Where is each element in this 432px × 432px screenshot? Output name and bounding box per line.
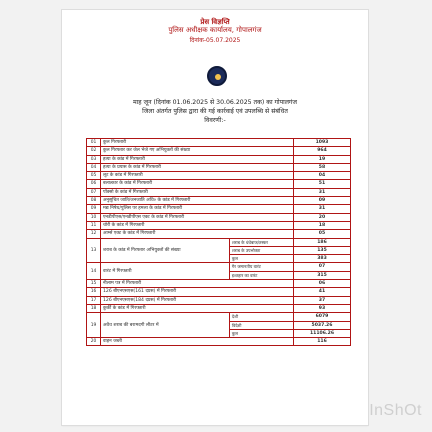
table-row bbox=[87, 188, 351, 196]
row-number: 18 bbox=[87, 304, 101, 312]
release-date: दिनांक-05.07.2025 bbox=[189, 37, 241, 44]
row-number: 13 bbox=[87, 238, 101, 263]
row-value: 6079 bbox=[294, 313, 351, 321]
press-release-title: प्रेस विज्ञप्ति bbox=[200, 18, 230, 26]
arrest-statistics-table bbox=[86, 138, 351, 346]
table-row bbox=[87, 205, 351, 213]
row-label: लूट के कांड में गिरफ्तारी bbox=[101, 172, 294, 180]
row-value: 11106.26 bbox=[294, 329, 351, 337]
row-sub-label: शराब के धंधेबाज/तस्कर bbox=[229, 238, 293, 246]
row-number: 14 bbox=[87, 263, 101, 280]
row-value: 135 bbox=[294, 246, 351, 254]
row-label: बलात्कार के कांड में गिरफ्तारी bbox=[101, 180, 294, 188]
intro-line-1: माह जून (दिनांक 01.06.2025 से 30.06.2025 तक) का गोपालगंज bbox=[133, 99, 297, 106]
row-number: 11 bbox=[87, 221, 101, 229]
office-name: पुलिस अधीक्षक कार्यालय, गोपालगंज bbox=[168, 26, 262, 34]
table-row bbox=[87, 313, 351, 321]
row-value: 51 bbox=[294, 180, 351, 188]
row-value: 31 bbox=[294, 188, 351, 196]
row-value: 383 bbox=[294, 255, 351, 263]
table-row bbox=[87, 197, 351, 205]
intro-line-3: विवरणी:- bbox=[204, 117, 226, 124]
row-sub-label: देशी bbox=[229, 313, 293, 321]
row-sub-label: इश्तहार का वारंट bbox=[229, 271, 293, 279]
app-watermark: InShOt bbox=[369, 402, 422, 419]
row-value: 18 bbox=[294, 221, 351, 229]
table-row bbox=[87, 280, 351, 288]
row-value: 09 bbox=[294, 197, 351, 205]
row-number: 16 bbox=[87, 288, 101, 296]
row-label: शराब के कांड में गिरफ्तार अभियुक्तों की संख्या bbox=[101, 238, 230, 263]
row-number: 19 bbox=[87, 313, 101, 338]
row-sub-label: विदेशी bbox=[229, 321, 293, 329]
table-row bbox=[87, 163, 351, 171]
police-emblem-icon bbox=[207, 66, 227, 86]
row-label: हत्या के प्रयास के कांड में गिरफ्तारी bbox=[101, 163, 294, 171]
table-row bbox=[87, 139, 351, 147]
row-value: 186 bbox=[294, 238, 351, 246]
row-label: वारंट में गिरफ्तारी bbox=[101, 263, 230, 280]
row-label: पॉक्सो के कांड में गिरफ्तारी bbox=[101, 188, 294, 196]
row-number: 05 bbox=[87, 172, 101, 180]
row-label: एनडीपीएस/एनडीपीएस एक्ट के कांड में गिरफ्तारी bbox=[101, 213, 294, 221]
row-value: 1093 bbox=[294, 139, 351, 147]
row-number: 17 bbox=[87, 296, 101, 304]
row-value: 5037.26 bbox=[294, 321, 351, 329]
row-sub-label: कुल bbox=[229, 329, 293, 337]
row-number: 15 bbox=[87, 280, 101, 288]
table-row bbox=[87, 304, 351, 312]
table-row bbox=[87, 238, 351, 246]
row-value: 58 bbox=[294, 163, 351, 171]
press-release-page bbox=[62, 10, 368, 425]
table-row bbox=[87, 230, 351, 238]
row-label: वाहन जब्ती bbox=[101, 338, 294, 346]
row-number: 06 bbox=[87, 180, 101, 188]
row-number: 20 bbox=[87, 338, 101, 346]
row-value: 04 bbox=[294, 172, 351, 180]
row-label: मद्य निषेध/पुलिस पर हमला के कांड में गिरफ्तारी bbox=[101, 205, 294, 213]
table-row bbox=[87, 180, 351, 188]
table-row bbox=[87, 172, 351, 180]
row-number: 02 bbox=[87, 147, 101, 155]
row-number: 08 bbox=[87, 197, 101, 205]
row-sub-label: शराब के उपभोक्ता bbox=[229, 246, 293, 254]
row-value: 19 bbox=[294, 155, 351, 163]
table-row bbox=[87, 155, 351, 163]
table-row bbox=[87, 338, 351, 346]
row-value: 37 bbox=[294, 296, 351, 304]
row-label: अवैध शराब की बरामदगी लीटर में bbox=[101, 313, 230, 338]
row-sub-label: कुल bbox=[229, 255, 293, 263]
row-label: चोरी के कांड में गिरफ्तारी bbox=[101, 221, 294, 229]
table-row bbox=[87, 213, 351, 221]
row-value: 964 bbox=[294, 147, 351, 155]
table-row bbox=[87, 288, 351, 296]
row-label: अनुसूचित जाति/जनजाति अधि० के कांड में गिरफ्तारी bbox=[101, 197, 294, 205]
row-value: 315 bbox=[294, 271, 351, 279]
row-value: 20 bbox=[294, 213, 351, 221]
row-label: कुल गिरफ्तार कर जेल भेजे गए अभियुक्तों की संख्या bbox=[101, 147, 294, 155]
row-value: 93 bbox=[294, 304, 351, 312]
row-number: 04 bbox=[87, 163, 101, 171]
row-label: नीलाम पत्र में गिरफ्तारी bbox=[101, 280, 294, 288]
row-number: 09 bbox=[87, 205, 101, 213]
table-row bbox=[87, 221, 351, 229]
row-label: आर्म्स एक्ट के कांड में गिरफ्तारी bbox=[101, 230, 294, 238]
row-value: 07 bbox=[294, 263, 351, 271]
row-number: 10 bbox=[87, 213, 101, 221]
row-value: 116 bbox=[294, 338, 351, 346]
row-number: 03 bbox=[87, 155, 101, 163]
row-number: 01 bbox=[87, 139, 101, 147]
table-row bbox=[87, 147, 351, 155]
row-label: 126 बीएनएसएस(184 दप्रस) में गिरफ्तारी bbox=[101, 296, 294, 304]
row-label: कुल गिरफ्तारी bbox=[101, 139, 294, 147]
row-number: 07 bbox=[87, 188, 101, 196]
row-value: 31 bbox=[294, 205, 351, 213]
row-value: 06 bbox=[294, 280, 351, 288]
row-number: 12 bbox=[87, 230, 101, 238]
table-row bbox=[87, 263, 351, 271]
row-value: 05 bbox=[294, 230, 351, 238]
row-value: 41 bbox=[294, 288, 351, 296]
row-label: कुर्की के कांड में गिरफ्तारी bbox=[101, 304, 294, 312]
intro-line-2: जिला अंतर्गत पुलिस द्वारा की गई कार्रवाई एवं उपलब्धि से संबंधित bbox=[142, 108, 288, 115]
row-sub-label: गैर जमानतीय वारंट bbox=[229, 263, 293, 271]
row-label: 126 बीएनएसएस(161 दप्रस) में गिरफ्तारी bbox=[101, 288, 294, 296]
row-label: हत्या के कांड में गिरफ्तारी bbox=[101, 155, 294, 163]
table-row bbox=[87, 296, 351, 304]
